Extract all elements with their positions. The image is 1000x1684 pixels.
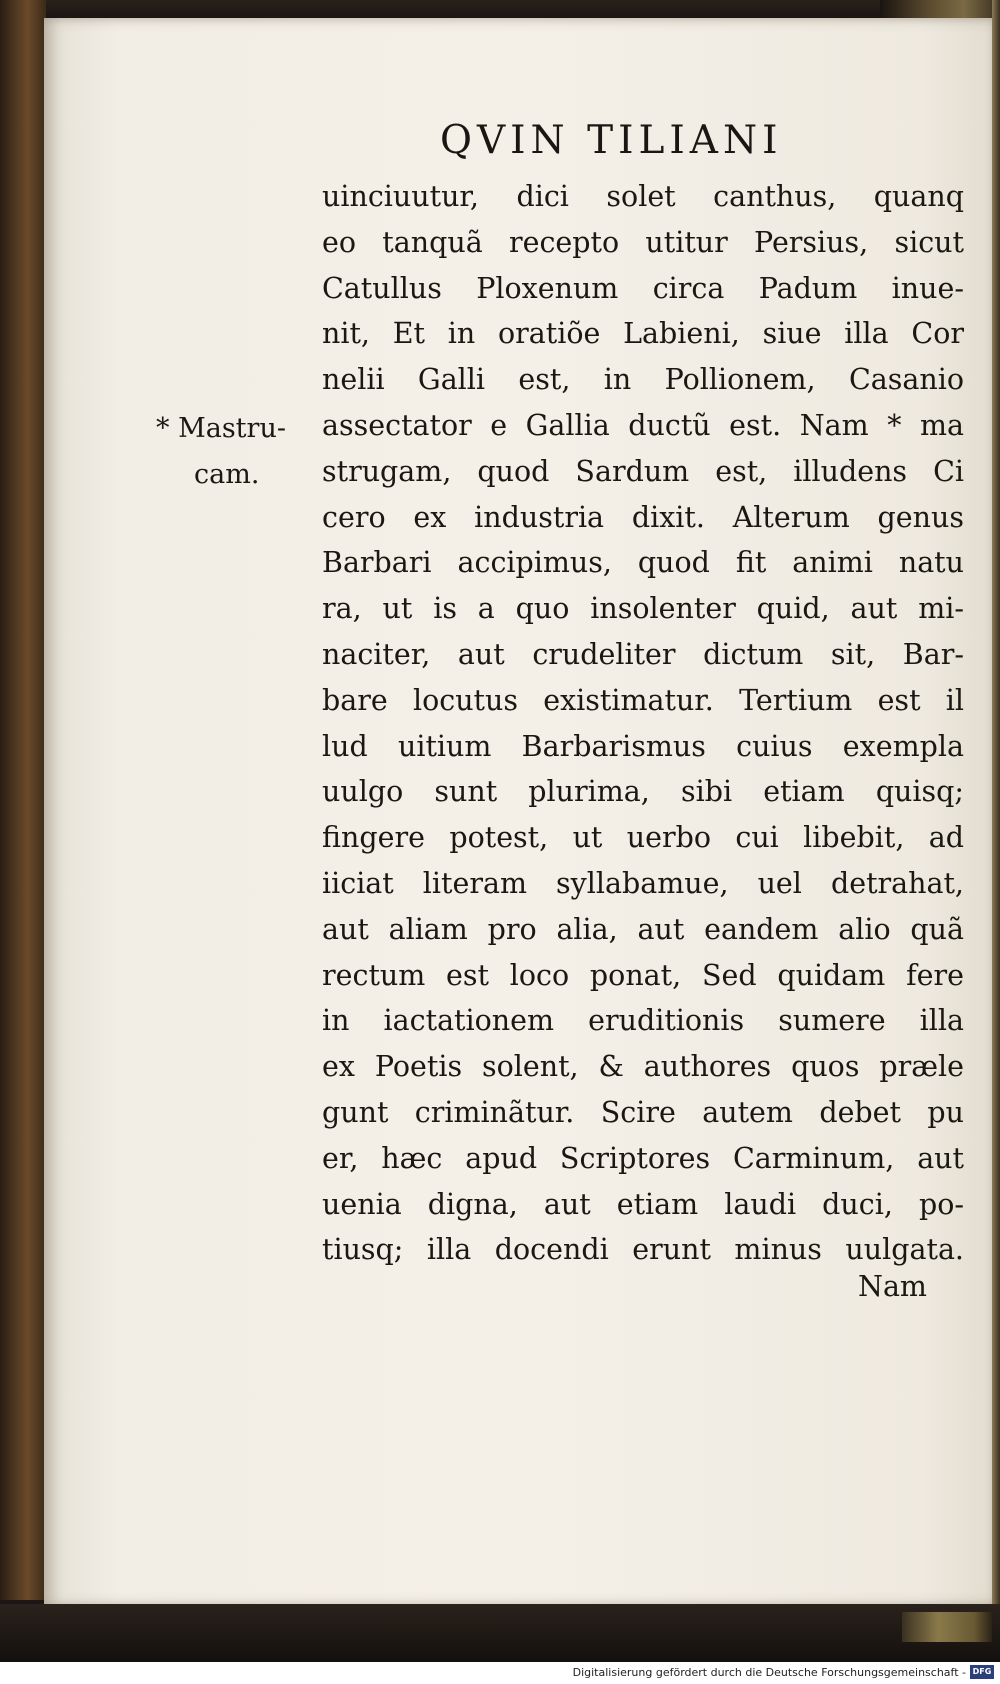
text-line: in iactationem eruditionis sumere illa: [322, 1004, 964, 1038]
text-line: tiusq; illa docendi erunt minus uulgata.: [322, 1233, 964, 1267]
text-line: rectum est loco ponat, Sed quidam fere: [322, 958, 964, 992]
text-line: strugam, quod Sardum est, illudens Ci: [322, 454, 964, 488]
marginal-note: [156, 406, 286, 498]
text-line: uulgo sunt plurima, sibi etiam quisq;: [322, 775, 964, 809]
dfg-logo: DFG: [970, 1665, 994, 1679]
text-line: uenia digna, aut etiam laudi duci, po-: [322, 1187, 964, 1221]
text-line: aut aliam pro alia, aut eandem alio quã: [322, 912, 964, 946]
text-line: Barbari accipimus, quod fit animi natu: [322, 546, 964, 580]
text-line: cero ex industria dixit. Alterum genus: [322, 500, 964, 534]
text-line: uinciuutur, dici solet canthus, quanq: [322, 180, 964, 213]
text-line: gunt criminãtur. Scire autem debet pu: [322, 1095, 964, 1129]
running-head: QVIN TILIANI: [440, 118, 783, 163]
text-line: eo tanquã recepto utitur Persius, sicut: [322, 225, 964, 259]
page-edge-right: [992, 0, 1000, 1610]
text-line: fingere potest, ut uerbo cui libebit, ad: [322, 821, 964, 855]
text-line: ex Poetis solent, & authores quos præle: [322, 1050, 964, 1084]
text-line: Catullus Ploxenum circa Padum inue-: [322, 271, 964, 305]
text-line: nelii Galli est, in Pollionem, Casanio: [322, 363, 964, 397]
marginal-note-line-2: cam.: [194, 459, 260, 490]
text-line: er, hæc apud Scriptores Carminum, aut: [322, 1141, 964, 1175]
text-line: naciter, aut crudeliter dictum sit, Bar-: [322, 637, 964, 671]
scan-top-edge: [0, 0, 1000, 20]
text-line: bare locutus existimatur. Tertium est il: [322, 683, 964, 717]
text-line: ra, ut is a quo insolenter quid, aut mi-: [322, 592, 964, 626]
text-line: lud uitium Barbarismus cuius exempla: [322, 729, 964, 763]
catchword: Nam: [858, 1270, 927, 1303]
scan-bottom-edge: [0, 1604, 1000, 1662]
funding-credit: Digitalisierung gefördert durch die Deutsche Forschungsgemeinschaft -: [572, 1666, 966, 1679]
text-line: assectator e Gallia ductũ est. Nam * ma: [322, 408, 964, 442]
binding-bottom: [902, 1612, 992, 1642]
text-line: nit, Et in oratiõe Labieni, siue illa Cor: [322, 317, 964, 351]
book-board-left: [0, 0, 46, 1600]
text-line: iiciat literam syllabamue, uel detrahat,: [322, 866, 964, 900]
marginal-note-line-1: * Mastru-: [156, 413, 286, 444]
body-text: [322, 174, 964, 1273]
